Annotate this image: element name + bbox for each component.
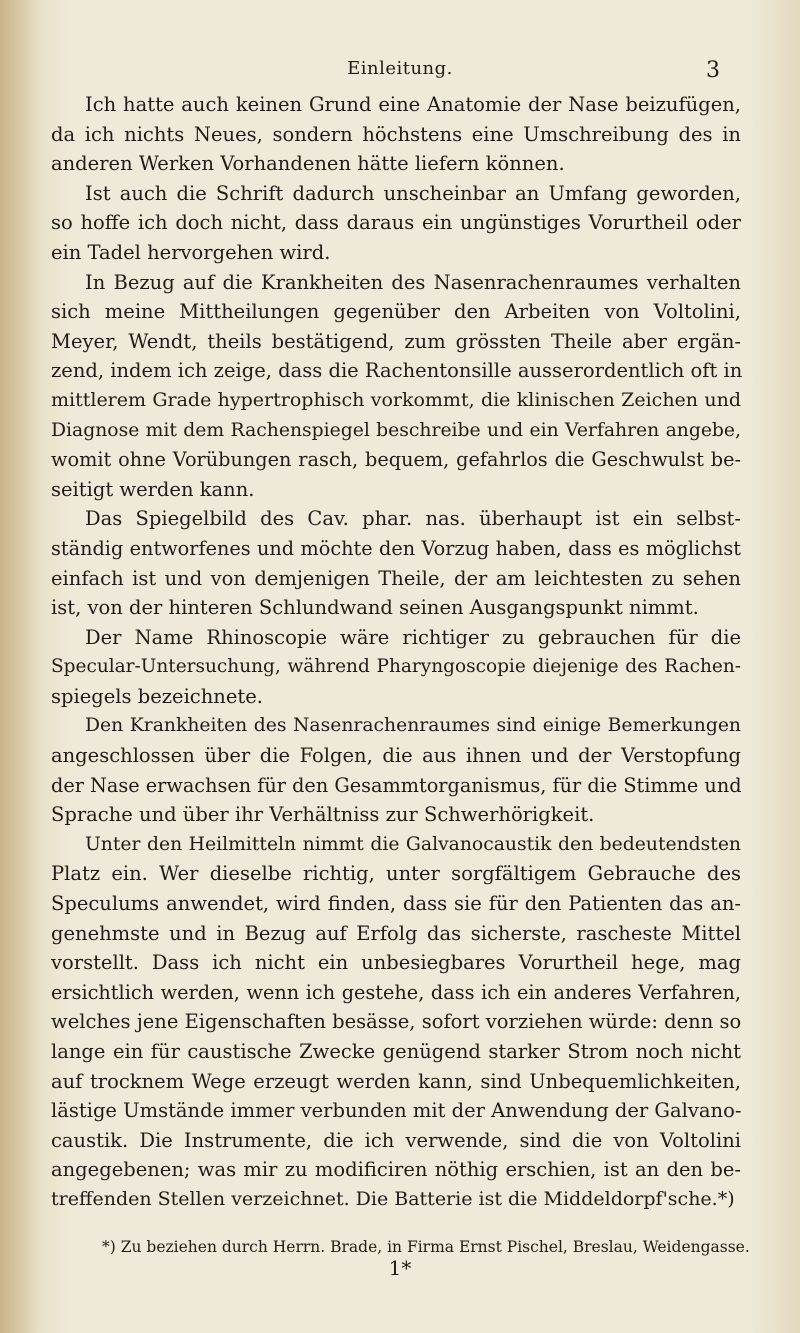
- running-title: Einleitung.: [347, 58, 453, 79]
- page-number: 3: [706, 58, 720, 83]
- text-line: genehmste und in Bezug auf Erfolg das sicherste, rascheste Mittel: [51, 921, 741, 945]
- page-edge-stain: [0, 0, 40, 1333]
- text-line: Sprache und über ihr Verhältniss zur Schwerhörigkeit.: [51, 803, 595, 827]
- text-line: Speculums anwendet, wird finden, dass sie für den Patienten das an-: [51, 892, 741, 916]
- text-line: mittlerem Grade hypertrophisch vorkommt, die klinischen Zeichen und: [51, 388, 741, 411]
- text-line: Der Name Rhinoscopie wäre richtiger zu gebrauchen für die: [85, 625, 741, 649]
- text-line: Meyer, Wendt, theils bestätigend, zum grössten Theile aber ergän-: [51, 329, 741, 353]
- text-line: ständig entworfenes und möchte den Vorzug haben, dass es möglichst: [51, 536, 741, 560]
- page-header: [0, 58, 800, 88]
- text-line: spiegels bezeichnete.: [51, 684, 263, 708]
- text-line: so hoffe ich doch nicht, dass daraus ein ungünstiges Vorurtheil oder: [51, 211, 741, 235]
- footnote: *) Zu beziehen durch Herrn. Brade, in Firma Ernst Pischel, Breslau, Weidengasse.: [102, 1238, 750, 1256]
- text-line: Platz ein. Wer dieselbe richtig, unter sorgfältigem Gebrauche des: [51, 862, 741, 886]
- text-line: angegebenen; was mir zu modificiren nöthig erschien, ist an den be-: [51, 1158, 741, 1182]
- text-line: da ich nichts Neues, sondern höchstens eine Umschreibung des in: [51, 122, 741, 146]
- text-line: welches jene Eigenschaften besässe, sofort vorziehen würde: denn so: [51, 1010, 742, 1034]
- text-line: In Bezug auf die Krankheiten des Nasenrachenraumes verhalten: [85, 270, 741, 294]
- text-line: lästige Umstände immer verbunden mit der Anwendung der Galvano-: [51, 1099, 742, 1123]
- printer-signature-mark: 1*: [388, 1256, 412, 1280]
- text-line: anderen Werken Vorhandenen hätte liefern können.: [51, 152, 565, 176]
- text-line: Diagnose mit dem Rachenspiegel beschreibe und ein Verfahren angebe,: [51, 419, 741, 441]
- text-line: einfach ist und von demjenigen Theile, der am leichtesten zu sehen: [51, 566, 741, 590]
- text-line: womit ohne Vorübungen rasch, bequem, gefahrlos die Geschwulst be-: [51, 448, 741, 472]
- text-line: angeschlossen über die Folgen, die aus ihnen und der Verstopfung: [51, 744, 741, 768]
- text-line: Ist auch die Schrift dadurch unscheinbar an Umfang geworden,: [85, 181, 741, 205]
- text-line: Den Krankheiten des Nasenrachenraumes sind einige Bemerkungen: [85, 715, 741, 737]
- body-text: [51, 90, 741, 1215]
- text-line: Ich hatte auch keinen Grund eine Anatomie der Nase beizufügen,: [85, 93, 741, 116]
- text-line: vorstellt. Dass ich nicht ein unbesiegbares Vorurtheil hege, mag: [51, 951, 741, 975]
- text-line: ein Tadel hervorgehen wird.: [51, 240, 331, 264]
- text-line: ist, von der hinteren Schlundwand seinen Ausgangspunkt nimmt.: [51, 596, 699, 620]
- text-line: lange ein für caustische Zwecke genügend starker Strom noch nicht: [51, 1040, 741, 1063]
- text-line: caustik. Die Instrumente, die ich verwende, sind die von Voltolini: [51, 1128, 741, 1152]
- text-line: zend, indem ich zeige, dass die Rachentonsille ausserordentlich oft in: [51, 359, 743, 383]
- text-line: seitigt werden kann.: [51, 477, 255, 501]
- text-line: Specular-Untersuchung, während Pharyngoscopie diejenige des Rachen-: [51, 656, 741, 678]
- text-line: treffenden Stellen verzeichnet. Die Batterie ist die Middeldorpf'sche.*): [51, 1187, 735, 1210]
- text-line: auf trocknem Wege erzeugt werden kann, sind Unbequemlichkeiten,: [51, 1069, 741, 1093]
- text-line: ersichtlich werden, wenn ich gestehe, dass ich ein anderes Verfahren,: [51, 980, 741, 1004]
- text-line: der Nase erwachsen für den Gesammtorganismus, für die Stimme und: [51, 773, 742, 797]
- text-line: Das Spiegelbild des Cav. phar. nas. überhaupt ist ein selbst-: [85, 507, 741, 531]
- text-line: sich meine Mittheilungen gegenüber den Arbeiten von Voltolini,: [51, 300, 741, 324]
- text-line: Unter den Heilmitteln nimmt die Galvanocaustik den bedeutendsten: [85, 833, 741, 855]
